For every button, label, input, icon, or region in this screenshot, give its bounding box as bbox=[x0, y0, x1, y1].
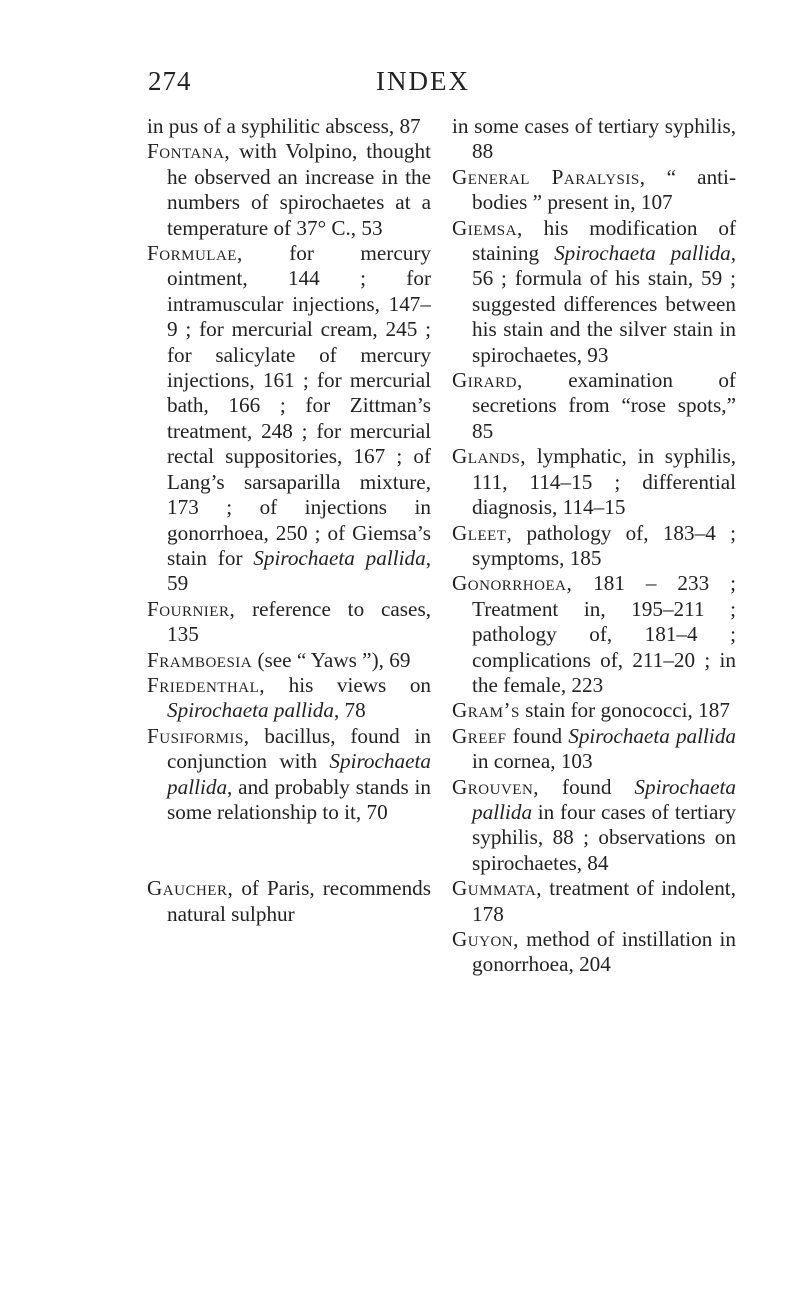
right-column bbox=[452, 114, 736, 978]
index-entry: Grouven, found Spirochaeta pallida in four cases of tertiary syphilis, 88 ; observations on spirochaetes, 84 bbox=[452, 774, 736, 875]
index-entry: Fusiformis, bacillus, found in conjunction with Spirochaeta pallida, and probably stands in some relationship to it, 70 bbox=[147, 723, 431, 824]
index-entry: in pus of a syphilitic abscess, 87 bbox=[147, 114, 421, 138]
index-entry: in some cases of tertiary syphilis, 88 bbox=[452, 114, 736, 164]
index-entry: Fournier, reference to cases, 135 bbox=[147, 596, 431, 647]
index-entry: Gaucher, of Paris, recommends natural sulphur bbox=[147, 876, 431, 926]
running-head-title: INDEX bbox=[376, 66, 470, 96]
index-entry: Gleet, pathology of, 183–4 ; symptoms, 185 bbox=[452, 520, 736, 570]
index-entry: Greef found Spirochaeta pallida in cornea, 103 bbox=[452, 723, 737, 774]
index-entry: Guyon, method of instillation in gonorrhoea, 204 bbox=[452, 927, 736, 977]
page-header bbox=[0, 66, 800, 106]
index-entry: Framboesia (see “ Yaws ”), 69 bbox=[147, 647, 411, 672]
index-entry: Fontana, with Volpino, thought he observed an increase in the numbers of spirochaetes at a temperature of 37° C., 53 bbox=[147, 139, 431, 240]
left-column bbox=[147, 114, 431, 927]
index-entry: Formulae, for mercury ointment, 144 ; for intramuscular injections, 147–9 ; for mercurial cream, 245 ; for salicylate of mercury injections, 161 ; for mercurial bath, 166 ; for Zittman’s treatment, 248 ; for mercurial rectal suppositories, 167 ; of Lang’s sarsaparilla mixture, 173 ; of injections in gonorrhoea, 250 ; of Giemsa’s stain for Spirochaeta pallida, 59 bbox=[147, 241, 431, 596]
index-entry: Giemsa, his modification of staining Spirochaeta pallida, 56 ; formula of his stain, 59 ; suggested differences between his stain and the silver stain in spirochaetes, 93 bbox=[452, 215, 736, 367]
index-entry: General Paralysis, “ anti-bodies ” present in, 107 bbox=[452, 164, 736, 215]
index-entry: Gonorrhoea, 181 – 233 ; Treatment in, 195–211 ; pathology of, 181–4 ; complications of, 211–20 ; in the female, 223 bbox=[452, 571, 736, 697]
index-entry: Gummata, treatment of indolent, 178 bbox=[452, 876, 736, 926]
index-entry: Girard, examination of secretions from “rose spots,” 85 bbox=[452, 368, 736, 443]
index-entry: Friedenthal, his views on Spirochaeta pallida, 78 bbox=[147, 672, 431, 723]
index-entry: Glands, lymphatic, in syphilis, 111, 114–15 ; differential diagnosis, 114–15 bbox=[452, 444, 736, 520]
page-number: 274 bbox=[148, 66, 192, 96]
index-entry: Gram’s stain for gonococci, 187 bbox=[452, 698, 730, 723]
